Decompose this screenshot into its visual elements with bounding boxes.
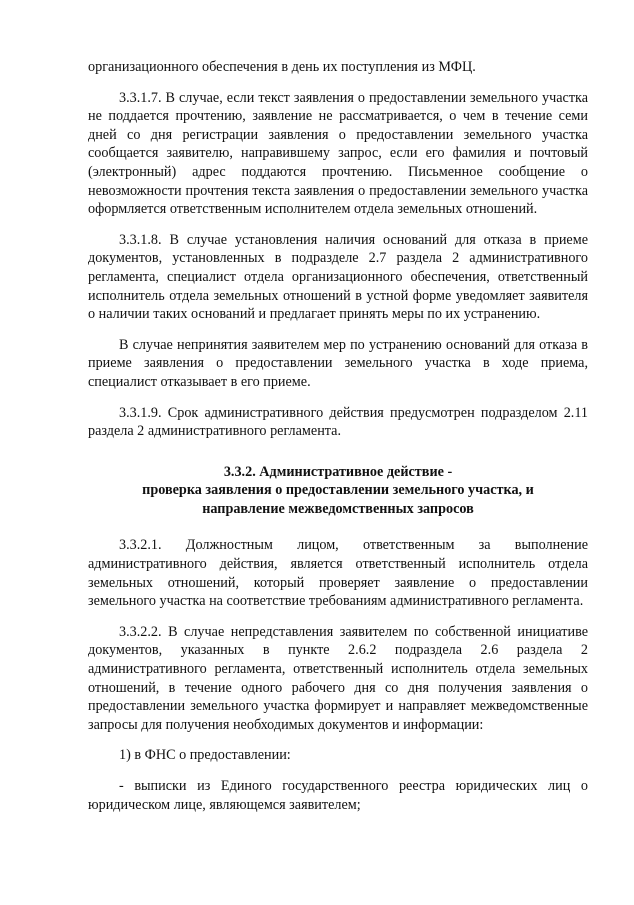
heading-line-1: 3.3.2. Административное действие - xyxy=(223,463,453,480)
paragraph-3-3-2-1: 3.3.2.1. Должностным лицом, ответственным за выполнение административного действия, является ответственный исполнитель отдела земельных отношений, который проверяет заявление о предоставлении земельного участка на соответствие требованиям административного регламента. xyxy=(88,537,588,610)
heading-line-2: проверка заявления о предоставлении земельного участка, и xyxy=(142,482,534,499)
heading-line-3: направление межведомственных запросов xyxy=(202,500,474,517)
paragraph-refusal: В случае непринятия заявителем мер по устранению оснований для отказа в приеме заявления о предоставлении земельного участка в ходе приема, специалист отказывает в его приеме. xyxy=(88,336,588,390)
paragraph-3-3-1-8: 3.3.1.8. В случае установления наличия оснований для отказа в приеме документов, установленных в подразделе 2.7 раздела 2 административного регламента, специалист отдела организационного обеспечения, ответственный исполнитель отдела земельных отношений в устной форме уведомляет заявителя о наличии таких оснований и предлагает принять меры по их устранению. xyxy=(88,231,588,323)
paragraph-egrul-extract: - выписки из Единого государственного реестра юридических лиц о юридическом лице, являющемся заявителем; xyxy=(88,778,588,813)
paragraph-fns: 1) в ФНС о предоставлении: xyxy=(119,747,291,764)
document-body xyxy=(88,58,588,814)
paragraph-3-3-1-7: 3.3.1.7. В случае, если текст заявления о предоставлении земельного участка не поддается прочтению, заявление не рассматривается, о чем в течение семи дней со дня регистрации заявления о предоставлении земельного участка сообщается заявителю, направившему запрос, если его фамилия и почтовый (электронный) адрес поддаются прочтению. Письменное сообщение о невозможности прочтения текста заявления о предоставлении земельного участка оформляется ответственным исполнителем отдела земельных отношений. xyxy=(88,89,588,218)
paragraph-3-3-2-2: 3.3.2.2. В случае непредставления заявителем по собственной инициативе документов, указанных в пункте 2.6.2 подраздела 2.6 раздела 2 административного регламента, ответственный исполнитель отдела земельных отношений, в течение одного рабочего дня со дня получения заявления о предоставлении земельного участка формирует и направляет межведомственные запросы для получения необходимых документов и информации: xyxy=(88,623,588,733)
paragraph-3-3-1-9: 3.3.1.9. Срок административного действия предусмотрен подразделом 2.11 раздела 2 административного регламента. xyxy=(88,404,588,440)
paragraph-continuation: организационного обеспечения в день их поступления из МФЦ. xyxy=(88,59,476,75)
section-heading-3-3-2 xyxy=(88,463,588,519)
